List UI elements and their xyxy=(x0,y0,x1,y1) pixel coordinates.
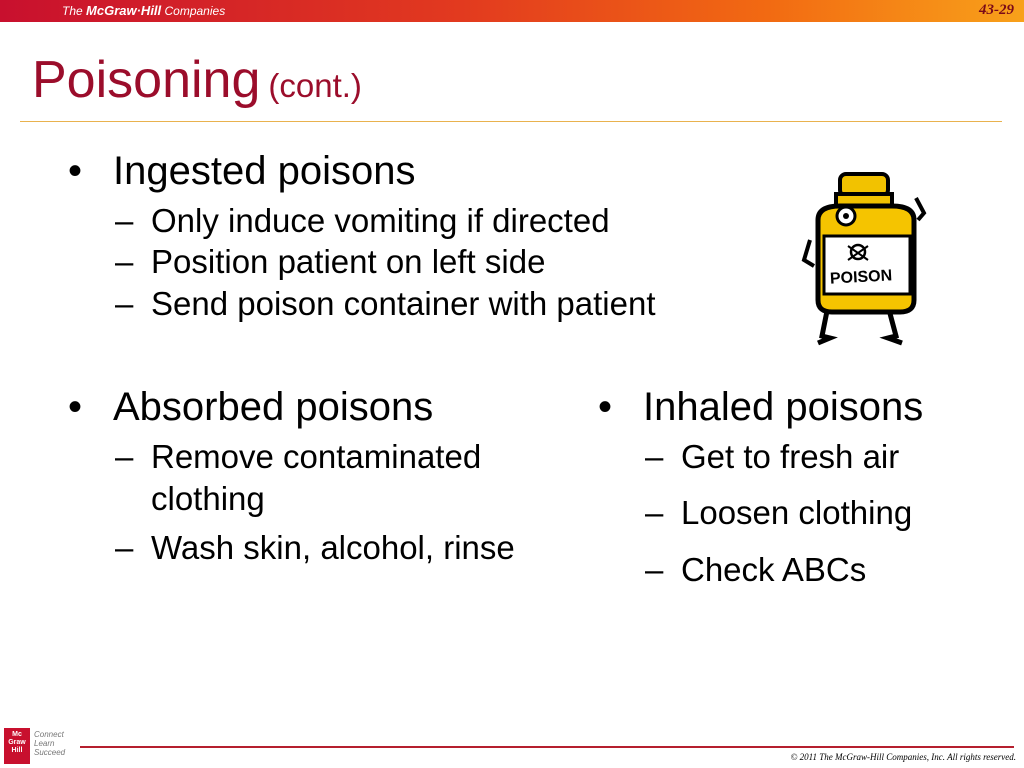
sub-bullet-text: Check ABCs xyxy=(681,550,867,588)
title-divider xyxy=(20,121,1002,122)
bullet-absorbed xyxy=(68,384,568,430)
sub-bullet-text: Position patient on left side xyxy=(151,243,546,281)
bullet-dot: • xyxy=(598,385,613,429)
brand-name: McGraw·Hill xyxy=(86,3,162,18)
sub-bullet xyxy=(115,436,571,520)
sub-bullet xyxy=(115,241,788,282)
bullet-label: Inhaled poisons xyxy=(643,385,924,429)
dash-glyph: – xyxy=(115,243,134,281)
absorbed-poisons-section xyxy=(68,384,568,576)
inhaled-poisons-section xyxy=(598,384,1018,605)
sub-bullet xyxy=(115,283,788,324)
sub-bullet-text: Remove contaminated clothing xyxy=(151,438,482,517)
poison-label-text: POISON xyxy=(829,267,893,288)
footer-tagline: Connect Learn Succeed xyxy=(34,730,66,757)
sub-bullet xyxy=(115,200,788,241)
brand-prefix: The xyxy=(62,4,83,18)
dash-glyph: – xyxy=(115,528,134,566)
publisher-brand xyxy=(62,3,225,18)
sub-bullet-text: Get to fresh air xyxy=(681,438,900,475)
dash-glyph: – xyxy=(645,550,664,588)
sub-bullet-text: Send poison container with patient xyxy=(151,284,656,322)
sub-bullet-text: Wash skin, alcohol, rinse xyxy=(151,528,515,566)
sub-bullet xyxy=(645,549,1018,590)
dash-glyph: – xyxy=(115,284,134,322)
bullet-inhaled xyxy=(598,384,1018,430)
title-sub: (cont.) xyxy=(268,67,362,104)
bullet-label: Ingested poisons xyxy=(113,149,416,193)
header-bar xyxy=(0,0,1024,22)
bullet-label: Absorbed poisons xyxy=(113,385,434,429)
sub-bullet xyxy=(645,492,1018,533)
dash-glyph: – xyxy=(645,438,664,475)
sub-bullet xyxy=(115,527,571,569)
dash-glyph: – xyxy=(115,438,134,475)
sub-bullet-text: Only induce vomiting if directed xyxy=(151,202,610,239)
sub-list xyxy=(115,436,568,569)
mcgraw-hill-logo: Mc Graw Hill xyxy=(4,728,30,764)
poison-bottle-icon xyxy=(800,168,930,346)
bullet-dot: • xyxy=(68,385,83,429)
title-main: Poisoning xyxy=(32,51,261,109)
sub-list xyxy=(645,436,1018,590)
bullet-ingested xyxy=(68,148,788,194)
sub-bullet xyxy=(645,436,1018,477)
ingested-poisons-section xyxy=(68,148,788,324)
bullet-dot: • xyxy=(68,149,83,193)
dash-glyph: – xyxy=(115,202,134,239)
sub-bullet-text: Loosen clothing xyxy=(681,494,913,532)
sub-list xyxy=(115,200,788,324)
dash-glyph: – xyxy=(645,494,664,532)
footer-divider xyxy=(80,746,1014,748)
brand-suffix: Companies xyxy=(164,4,226,18)
copyright-text: © 2011 The McGraw-Hill Companies, Inc. All rights reserved. xyxy=(790,752,1016,762)
slide-title xyxy=(32,50,362,110)
slide-number: 43-29 xyxy=(979,2,1014,18)
